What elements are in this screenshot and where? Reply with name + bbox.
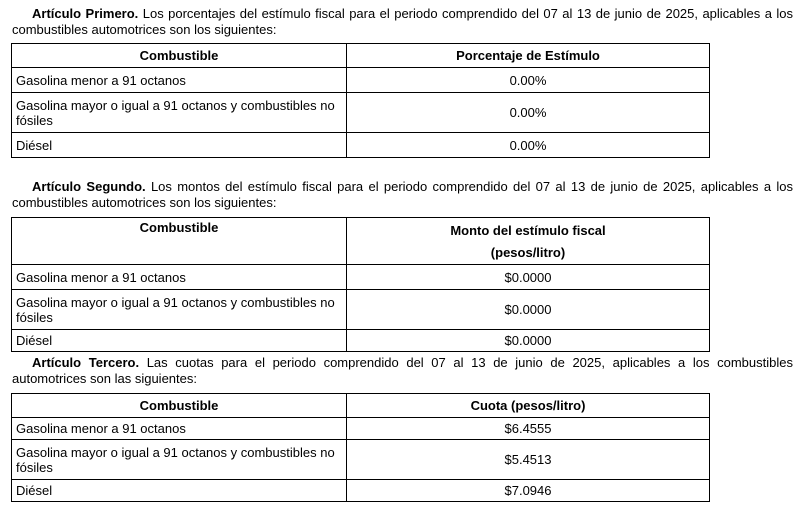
cell-combustible: Gasolina mayor o igual a 91 octanos y combustibles no fósiles [12,440,347,480]
table-row [12,290,710,330]
table-header-row [12,44,710,68]
articulo-tercero-text: Las cuotas para el periodo comprendido del 07 al 13 de junio de 2025, aplicables a los combustibles automotrices son las siguientes: [12,355,793,386]
table-row [12,480,710,502]
articulo-segundo-heading: Artículo Segundo. [32,179,146,194]
articulo-primero-text: Los porcentajes del estímulo fiscal para el periodo comprendido del 07 al 13 de junio de 2025, aplicables a los combustibles automotrices son los siguientes: [12,6,793,37]
table-header-row [12,394,710,418]
cell-combustible: Gasolina menor a 91 octanos [12,265,347,290]
cell-valor: $0.0000 [347,265,710,290]
cell-combustible: Gasolina mayor o igual a 91 octanos y combustibles no fósiles [12,93,347,133]
articulo-primero-paragraph [12,6,793,38]
table-row [12,330,710,352]
table-row [12,68,710,93]
header-monto-line2: (pesos/litro) [490,245,566,260]
table-row [12,265,710,290]
header-monto [347,218,710,265]
cell-valor: $5.4513 [347,440,710,480]
table-row [12,418,710,440]
header-monto-line1: Monto del estímulo fiscal [450,223,606,238]
estimulo-porcentaje-table [11,43,710,158]
articulo-segundo-paragraph [12,179,793,211]
articulo-primero-heading: Artículo Primero. [32,6,139,21]
articulo-tercero-paragraph [12,355,793,387]
cell-valor: 0.00% [347,93,710,133]
table-row [12,133,710,158]
cell-combustible: Diésel [12,133,347,158]
cell-valor: 0.00% [347,68,710,93]
cell-valor: $0.0000 [347,290,710,330]
articulo-tercero-heading: Artículo Tercero. [32,355,140,370]
cell-valor: $6.4555 [347,418,710,440]
articulo-segundo-text: Los montos del estímulo fiscal para el periodo comprendido del 07 al 13 de junio de 2025, aplicables a los combustibles automotrices son los siguientes: [12,179,793,210]
estimulo-monto-table [11,217,710,352]
header-combustible: Combustible [12,44,347,68]
cell-combustible: Gasolina menor a 91 octanos [12,418,347,440]
cell-valor: $7.0946 [347,480,710,502]
table-row [12,440,710,480]
cell-valor: $0.0000 [347,330,710,352]
header-combustible: Combustible [12,218,347,265]
cuotas-table [11,393,710,502]
cell-combustible: Gasolina mayor o igual a 91 octanos y combustibles no fósiles [12,290,347,330]
header-porcentaje: Porcentaje de Estímulo [347,44,710,68]
cell-combustible: Gasolina menor a 91 octanos [12,68,347,93]
table-header-row [12,218,710,265]
cell-combustible: Diésel [12,330,347,352]
header-cuota: Cuota (pesos/litro) [347,394,710,418]
header-combustible: Combustible [12,394,347,418]
cell-valor: 0.00% [347,133,710,158]
table-row [12,93,710,133]
cell-combustible: Diésel [12,480,347,502]
